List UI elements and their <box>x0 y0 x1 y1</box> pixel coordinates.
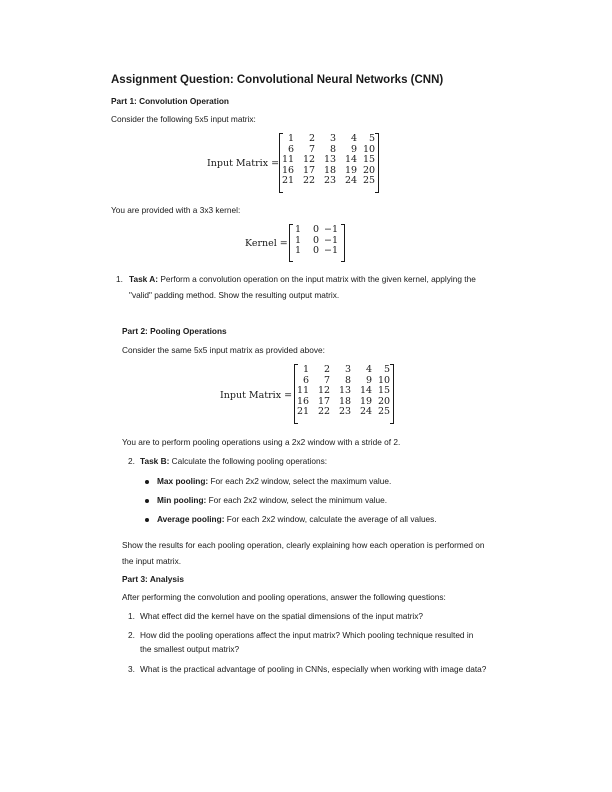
bullet-label: Min pooling: <box>157 495 207 505</box>
task-a-line1 <box>129 274 476 284</box>
matrix-cell: 25 <box>378 406 391 418</box>
question-2-line2: the smallest output matrix? <box>140 644 240 654</box>
matrix-cell: 23 <box>339 406 352 418</box>
task-a-label: Task A: <box>129 274 159 284</box>
task-a-line2: "valid" padding method. Show the resulting output matrix. <box>129 290 340 300</box>
matrix-cell: 18 <box>339 395 352 407</box>
kernel-label: Kernel = <box>245 238 288 249</box>
matrix-cell: 13 <box>324 154 337 166</box>
kernel-intro: You are provided with a 3x3 kernel: <box>111 205 241 215</box>
bullet-min-pooling <box>157 495 387 505</box>
matrix-cell: 24 <box>360 406 373 418</box>
kernel-matrix <box>292 225 338 257</box>
matrix-cell: 17 <box>318 395 331 407</box>
part1-heading: Part 1: Convolution Operation <box>111 96 230 106</box>
matrix-cell: 1 <box>288 133 295 144</box>
matrix-cell: 5 <box>369 133 376 144</box>
matrix-cell: 3 <box>330 133 337 144</box>
matrix-cell: 14 <box>345 154 358 166</box>
bullet-text: For each 2x2 window, select the maximum value. <box>208 476 392 486</box>
matrix-cell: 6 <box>288 143 295 155</box>
matrix-row <box>292 246 338 257</box>
matrix-row <box>282 134 375 145</box>
matrix-cell: 13 <box>339 385 352 397</box>
matrix-cell: 21 <box>282 175 295 187</box>
bullet-label: Average pooling: <box>157 514 225 524</box>
matrix-cell: 7 <box>324 374 331 386</box>
bullet-label: Max pooling: <box>157 476 209 486</box>
matrix-cell: 20 <box>363 164 376 176</box>
question-2-number: 2. <box>128 630 135 640</box>
right-bracket <box>390 364 394 424</box>
matrix-cell: 16 <box>297 395 310 407</box>
matrix-cell: 2 <box>309 133 316 144</box>
part2-intro: Consider the same 5x5 input matrix as provided above: <box>122 345 325 355</box>
task-b-label: Task B: <box>140 456 170 466</box>
bullet-max-pooling <box>157 476 391 486</box>
bullet-text: For each 2x2 window, calculate the average of all values. <box>224 514 437 524</box>
matrix-cell: 11 <box>282 154 295 166</box>
task-a-text: Perform a convolution operation on the input matrix with the given kernel, applying the <box>158 274 476 284</box>
matrix-cell: 1 <box>294 224 301 235</box>
bullet-text: For each 2x2 window, select the minimum value. <box>206 495 388 505</box>
matrix-cell: 25 <box>363 175 376 187</box>
matrix-cell: 4 <box>366 364 373 375</box>
question-3: What is the practical advantage of pooling in CNNs, especially when working with image data? <box>140 664 487 674</box>
question-1-number: 1. <box>128 611 135 621</box>
question-1: What effect did the kernel have on the spatial dimensions of the input matrix? <box>140 611 424 621</box>
input-matrix <box>282 134 375 187</box>
matrix-cell: 15 <box>378 385 391 397</box>
question-2-line1: How did the pooling operations affect the input matrix? Which pooling technique resulted in <box>140 630 474 640</box>
matrix-cell: 4 <box>351 133 358 144</box>
part2-heading: Part 2: Pooling Operations <box>122 326 227 336</box>
matrix-cell: 2 <box>324 364 331 375</box>
input-matrix <box>297 365 390 418</box>
task-b-number: 2. <box>128 456 135 466</box>
matrix-cell: 16 <box>282 164 295 176</box>
matrix-cell: 24 <box>345 175 358 187</box>
matrix-cell: 5 <box>384 364 391 375</box>
matrix-cell: 8 <box>345 374 352 386</box>
matrix-cell: 1 <box>303 364 310 375</box>
matrix-cell: −1 <box>323 245 338 257</box>
matrix-cell: 0 <box>312 234 319 246</box>
matrix-cell: 18 <box>324 164 337 176</box>
matrix-cell: 15 <box>363 154 376 166</box>
question-3-number: 3. <box>128 664 135 674</box>
part1-intro: Consider the following 5x5 input matrix: <box>111 114 256 124</box>
matrix-cell: 1 <box>294 234 301 246</box>
matrix-cell: 9 <box>351 143 358 155</box>
matrix-row <box>292 225 338 236</box>
matrix-row <box>297 407 390 418</box>
matrix-label: Input Matrix = <box>207 158 280 169</box>
show-results-line2: the input matrix. <box>122 556 182 566</box>
matrix-cell: 8 <box>330 143 337 155</box>
matrix-cell: 20 <box>378 395 391 407</box>
matrix-cell: 3 <box>345 364 352 375</box>
matrix-cell: 9 <box>366 374 373 386</box>
bullet-dot <box>145 499 149 503</box>
matrix-cell: 1 <box>294 245 301 257</box>
matrix-cell: 12 <box>303 154 316 166</box>
matrix-cell: 23 <box>324 175 337 187</box>
matrix-cell: 7 <box>309 143 316 155</box>
matrix-cell: −1 <box>323 234 338 246</box>
matrix-row <box>297 365 390 376</box>
matrix-cell: 22 <box>318 406 331 418</box>
matrix-cell: 21 <box>297 406 310 418</box>
matrix-cell: −1 <box>323 224 338 235</box>
part3-intro: After performing the convolution and pooling operations, answer the following questions: <box>122 592 446 602</box>
matrix-cell: 22 <box>303 175 316 187</box>
matrix-cell: 14 <box>360 385 373 397</box>
matrix-label: Input Matrix = <box>220 390 293 401</box>
right-bracket <box>375 133 379 193</box>
part3-heading: Part 3: Analysis <box>122 574 184 584</box>
bullet-dot <box>145 480 149 484</box>
show-results-line1: Show the results for each pooling operation, clearly explaining how each operation is performed on <box>122 540 485 550</box>
matrix-cell: 0 <box>312 245 319 257</box>
matrix-cell: 11 <box>297 385 310 397</box>
bullet-average-pooling <box>157 514 437 524</box>
matrix-cell: 17 <box>303 164 316 176</box>
task-a-number: 1. <box>116 274 123 284</box>
matrix-cell: 6 <box>303 374 310 386</box>
matrix-cell: 19 <box>360 395 373 407</box>
right-bracket <box>341 224 345 262</box>
matrix-cell: 10 <box>363 143 376 155</box>
pooling-intro: You are to perform pooling operations using a 2x2 window with a stride of 2. <box>122 437 401 447</box>
document-title: Assignment Question: Convolutional Neural Networks (CNN) <box>111 74 444 86</box>
matrix-row <box>282 176 375 187</box>
bullet-dot <box>145 518 149 522</box>
matrix-cell: 0 <box>312 224 319 235</box>
matrix-cell: 19 <box>345 164 358 176</box>
task-b-text: Calculate the following pooling operations: <box>169 456 328 466</box>
matrix-cell: 10 <box>378 374 391 386</box>
task-b-line <box>140 456 327 466</box>
matrix-cell: 12 <box>318 385 331 397</box>
